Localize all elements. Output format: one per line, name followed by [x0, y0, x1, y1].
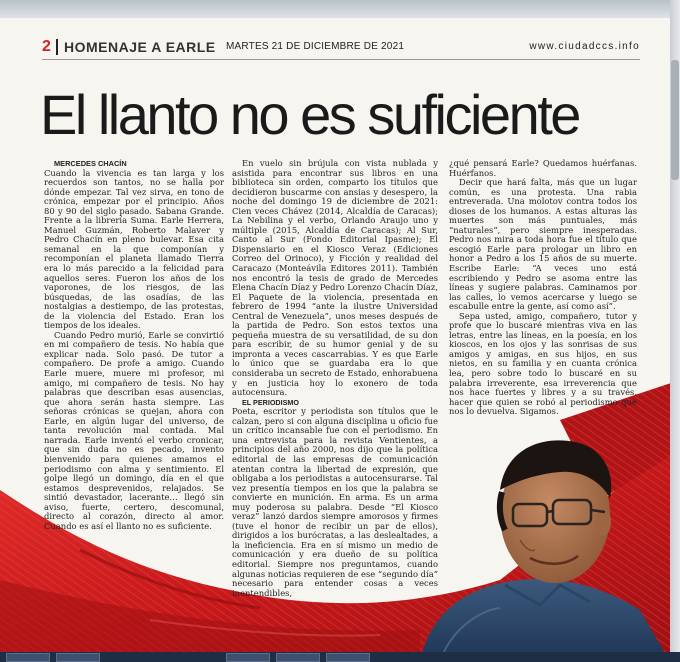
- paragraph: Cuando Pedro murió, Earle se convirtió en mi compañero de tesis. No había que explicar nada. Solo pasó. De tutor a compañero. De profe a amigo. Cuando Earle muere, muere mi profesor, mi amigo, mi compañero de tesis. No hay palabras que describan esas ausencias, que ahora serán hasta siempre. Las señoras crónicas se quejan, ahora con Earle, en algún lugar del universo, de tanta revolución mal contada. Mal narrada. Earle inventó el verbo cronicar, que sin duda no es pecado, invento bienvenido para quienes amamos el periodismo con alma y sentimiento. El golpe llegó un domingo, día en el que estamos desprevenidos, relajados. Se sintió devastador, lacerante… llegó sin aviso, fuerte, certero, descomunal, directo al corazón, directo al amor. Cuando es así el llanto no es suficiente.: [44, 329, 224, 531]
- article-column-1: [44, 159, 224, 531]
- section-subhead: EL PERIODISMO: [242, 397, 299, 407]
- article-column-3: [449, 159, 637, 417]
- paragraph: Cuando la vivencia es tan larga y los recuerdos son tantos, no se halla por dónde empezar. Tal vez sirva, en tono de crónica, empezar por el principio. Años 80 y 90 del siglo pasado. Sabana Grande. Frente a la librería Suma. Earle Herrera, Manuel Guzmán, Roberto Malaver y Pedro Chacín en pleno bulevar. Esa cita semanal en la que componían y recomponían el planeta llamado Tierra era lo más parecido a la felicidad para aquellos seres. Fueron los años de los vaporones, de los riesgos, de las búsquedas, de las osadías, de las nostalgias a destiempo, de las protestas, de la violencia del Estado. Eran los tiempos de los ideales.: [44, 167, 224, 331]
- taskbar-button[interactable]: [326, 653, 370, 662]
- taskbar-button[interactable]: [276, 653, 320, 662]
- masthead-rule: [42, 59, 640, 60]
- taskbar-button[interactable]: [6, 653, 50, 662]
- website-url: www.ciudadccs.info: [529, 41, 640, 52]
- section-title: HOMENAJE A EARLE: [64, 39, 216, 55]
- paragraph: Decir que hará falta, más que un lugar común, es una protesta. Una rabia entreverada. Una molotov contra todos los dioses de los humanos. A estas alturas las muertes son más puntuales, más “naturales”, pero siempre inesperadas. Pedro nos mira a toda hora fue el título que escogió Earle para prologar un libro en honor a Pedro a los 15 años de su muerte. Escribe Earle: “A veces uno está escribiendo y Pedro se asoma entre las líneas y sugiere palabras. Caminamos por las calles, lo vemos acercarse y luego se escabulle entre la gente, así como así”.: [449, 177, 637, 312]
- paragraph: Poeta, escritor y periodista son títulos que le calzan, pero si con alguna disciplina u oficio fue un crítico incansable fue con el periodismo. En una entrevista para la revista Ventientes, a principios del año 2000, nos dijo que la política editorial de las empresas de comunicación atentan contra la libertad de expresión, que obligaba a los periodistas a autocensurarse. Tal vez presentía tiempos en los que la palabra se convierte en munición. En arma. Es un arma muy poderosa su palabra. Desde “El Kiosco veraz” lanzó dardos siempre amorosos y firmes (tuve el honor de recibir un par de ellos), dirigidos a los burócratas, a las deslealtades, a la ineficiencia. Era en sí mismo un medio de comunicación y era dueño de su política editorial. Siempre nos preguntamos, cuando algunas noticias requieren de ese “segundo día” necesario para entender cosas a veces inentendibles,: [232, 406, 438, 598]
- paragraph: ¿qué pensará Earle? Quedamos huérfanas. Huérfanos.: [449, 158, 637, 178]
- article-headline: El llanto no es suficiente: [40, 83, 579, 146]
- paragraph: En vuelo sin brújula con vista nublada y asistida para encontrar sus libros en una biblioteca sin orden, comparto los títulos que decidieron buscarme con ansias y desespero, la noche del domingo 19 de diciembre de 2021: Cien veces Chávez (2014, Alcaldía de Caracas); La Nebilina y el verbo, Orlando Araujo uno y múltiple (2015, Alcaldía de Caracas); Al Sur, Canto al Sur (Fondo Editorial Ipasme); El Dispensiario en el Kiosco Veraz (Ediciones Correo del Orinoco), y Ficción y realidad del Caracazo (Monteávila Editores 2011). También nos encontró la tesis de grado de Mercedes Elena Chacín Díaz y Pedro Lorenzo Chacín Díaz, El Paquete de la violencia, presentada en febrero de 1994 “ante la ilustre Universidad Central de Venezuela”, unos meses después de la partida de Pedro. Son estos textos una pequeña muestra de su versatilidad, de su don para escribir, de su humor genial y de su impronta a veces cascarrabias. Y es que Earle lo único que se guardaba era lo que consideraba un secreto de Estado, enhorabuena y en justicia hoy lo exonero de toda autocensura.: [232, 158, 438, 398]
- page-number: 2: [42, 38, 51, 55]
- taskbar-button[interactable]: [226, 653, 270, 662]
- article-author: MERCEDES CHACÍN: [54, 159, 127, 168]
- scrollbar-thumb[interactable]: [671, 60, 679, 180]
- article-column-2: [232, 159, 438, 598]
- issue-date: MARTES 21 DE DICIEMBRE DE 2021: [226, 41, 405, 52]
- masthead: [42, 38, 640, 60]
- taskbar-button[interactable]: [56, 653, 100, 662]
- masthead-divider: [56, 39, 58, 55]
- paragraph: Sepa usted, amigo, compañero, tutor y profe que lo buscaré mientras viva en las letras, entre las líneas, en la poesía, en los kioscos, en los ojos y las sonrisas de sus amigos y amigas, en sus hijos, en sus nietos, en su familia y en cuanta crónica lea, pero sobre todo lo buscaré en su palabra irreverente, esa irreverencia que nos hace fuertes y libres y a su través, hacer que quien se robó al periodismo que nos lo devuelva. Sigamos.: [449, 310, 637, 417]
- window-top-frame: [0, 0, 680, 18]
